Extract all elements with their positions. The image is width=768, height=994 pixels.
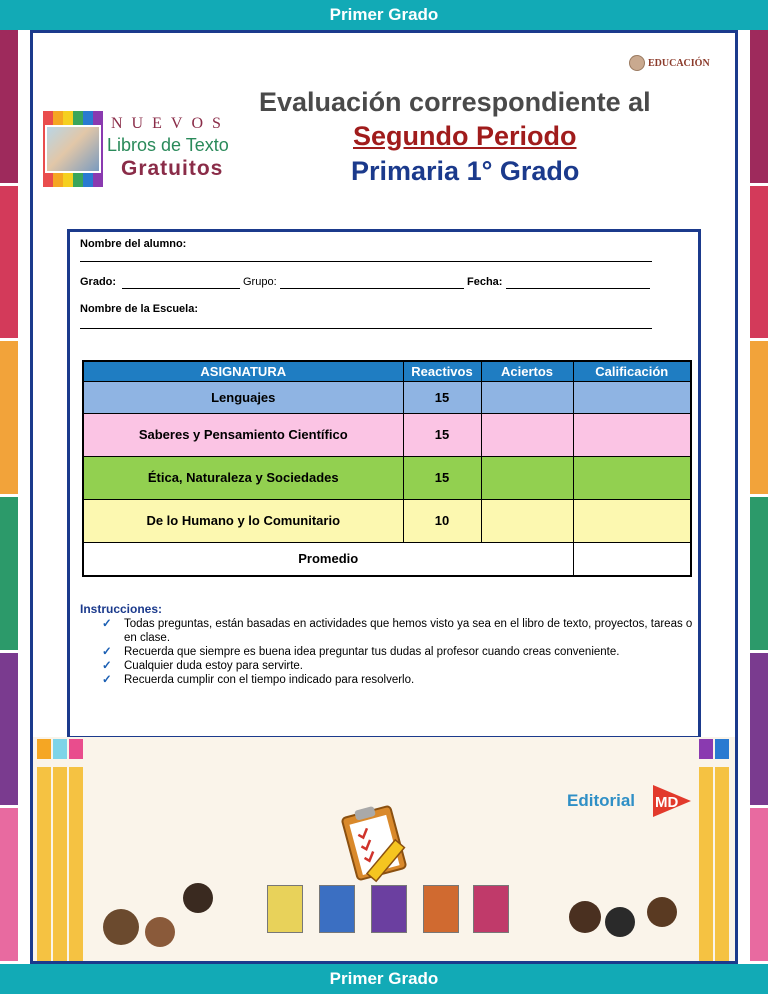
left-color-strip	[0, 30, 18, 964]
child-illustration	[647, 897, 677, 927]
color-square-decor	[53, 739, 67, 759]
row-reactivos: 10	[403, 499, 481, 542]
libros-logo-libros: Libros de Texto	[107, 135, 229, 155]
promedio-value[interactable]	[573, 542, 691, 576]
libros-logo-nuevos: NUEVOS	[111, 115, 230, 132]
clipboard-pencil-icon	[339, 799, 423, 883]
book-spine-decor	[53, 767, 67, 963]
nombre-line[interactable]	[80, 261, 652, 262]
textbook-cover-image	[267, 885, 303, 933]
grado-line[interactable]	[122, 288, 240, 289]
row-asignatura: Ética, Naturaleza y Sociedades	[83, 456, 403, 499]
header-aciertos: Aciertos	[481, 361, 573, 381]
fecha-line[interactable]	[506, 288, 650, 289]
row-asignatura: Lenguajes	[83, 381, 403, 413]
title-line-3: Primaria 1° Grado	[351, 156, 580, 186]
top-banner: Primer Grado	[0, 0, 768, 30]
seal-icon	[629, 55, 645, 71]
row-asignatura: Saberes y Pensamiento Científico	[83, 413, 403, 456]
textbook-cover-image	[473, 885, 509, 933]
editorial-logo-text: Editorial	[567, 791, 636, 810]
cover-image	[45, 125, 101, 173]
row-calificacion[interactable]	[573, 413, 691, 456]
title-line-1: Evaluación correspondiente al	[259, 87, 651, 117]
child-illustration	[103, 909, 139, 945]
escuela-label: Nombre de la Escuela:	[80, 303, 198, 315]
list-item	[102, 645, 702, 659]
child-illustration	[605, 907, 635, 937]
fecha-label: Fecha:	[467, 276, 503, 288]
row-aciertos[interactable]	[481, 499, 573, 542]
check-icon: ✓	[102, 618, 112, 630]
instructions-list	[102, 617, 702, 687]
grupo-line[interactable]	[280, 288, 464, 289]
list-item	[102, 659, 702, 673]
textbook-cover-image	[371, 885, 407, 933]
list-item	[102, 673, 702, 687]
row-reactivos: 15	[403, 456, 481, 499]
page-frame	[30, 30, 738, 964]
instruction-text: Todas preguntas, están basadas en actividades que hemos visto ya sea en el libro de texto, proyectos, tareas o en clase.	[124, 618, 693, 644]
child-illustration	[145, 917, 175, 947]
header-reactivos: Reactivos	[403, 361, 481, 381]
row-reactivos: 15	[403, 381, 481, 413]
editorial-md-logo	[649, 781, 695, 821]
table-row	[83, 413, 691, 456]
grado-label: Grado:	[80, 276, 117, 288]
book-spine-decor	[699, 767, 713, 963]
color-square-decor	[715, 739, 729, 759]
decorative-footer	[33, 737, 735, 963]
row-calificacion[interactable]	[573, 381, 691, 413]
libros-logo-gratuitos: Gratuitos	[121, 157, 224, 180]
color-square-decor	[37, 739, 51, 759]
sep-logo	[629, 55, 710, 71]
check-icon: ✓	[102, 646, 112, 658]
check-icon: ✓	[102, 674, 112, 686]
table-row	[83, 499, 691, 542]
child-illustration	[569, 901, 601, 933]
row-aciertos[interactable]	[481, 456, 573, 499]
instruction-text: Cualquier duda estoy para servirte.	[124, 660, 303, 672]
row-reactivos: 15	[403, 413, 481, 456]
table-row	[83, 456, 691, 499]
row-aciertos[interactable]	[481, 381, 573, 413]
libros-logo-image	[43, 111, 103, 187]
grades-table	[82, 360, 692, 577]
textbook-cover-image	[319, 885, 355, 933]
table-header-row	[83, 361, 691, 381]
sep-logo-text: EDUCACIÓN	[648, 57, 710, 69]
color-square-decor	[699, 739, 713, 759]
book-spine-decor	[69, 767, 83, 963]
bottom-banner: Primer Grado	[0, 964, 768, 994]
book-spine-decor	[37, 767, 51, 963]
instruction-text: Recuerda cumplir con el tiempo indicado para resolverlo.	[124, 674, 415, 686]
title-line-2: Segundo Periodo	[353, 121, 577, 151]
list-item	[102, 617, 702, 645]
evaluation-box	[67, 229, 701, 739]
right-color-strip	[750, 30, 768, 964]
instructions-title: Instrucciones:	[80, 602, 163, 616]
child-illustration	[183, 883, 213, 913]
header-calificacion: Calificación	[573, 361, 691, 381]
editorial-md-badge: MD	[655, 794, 679, 811]
row-aciertos[interactable]	[481, 413, 573, 456]
textbook-cover-image	[423, 885, 459, 933]
row-asignatura: De lo Humano y lo Comunitario	[83, 499, 403, 542]
instruction-text: Recuerda que siempre es buena idea preguntar tus dudas al profesor cuando creas conveniente.	[124, 646, 620, 658]
check-icon: ✓	[102, 660, 112, 672]
table-row	[83, 381, 691, 413]
promedio-label: Promedio	[83, 542, 573, 576]
nombre-label: Nombre del alumno:	[80, 238, 187, 250]
color-square-decor	[69, 739, 83, 759]
book-spine-decor	[715, 767, 729, 963]
row-calificacion[interactable]	[573, 499, 691, 542]
header-asignatura: ASIGNATURA	[83, 361, 403, 381]
escuela-line[interactable]	[80, 328, 652, 329]
grupo-label: Grupo:	[243, 276, 277, 288]
row-calificacion[interactable]	[573, 456, 691, 499]
promedio-row	[83, 542, 691, 576]
